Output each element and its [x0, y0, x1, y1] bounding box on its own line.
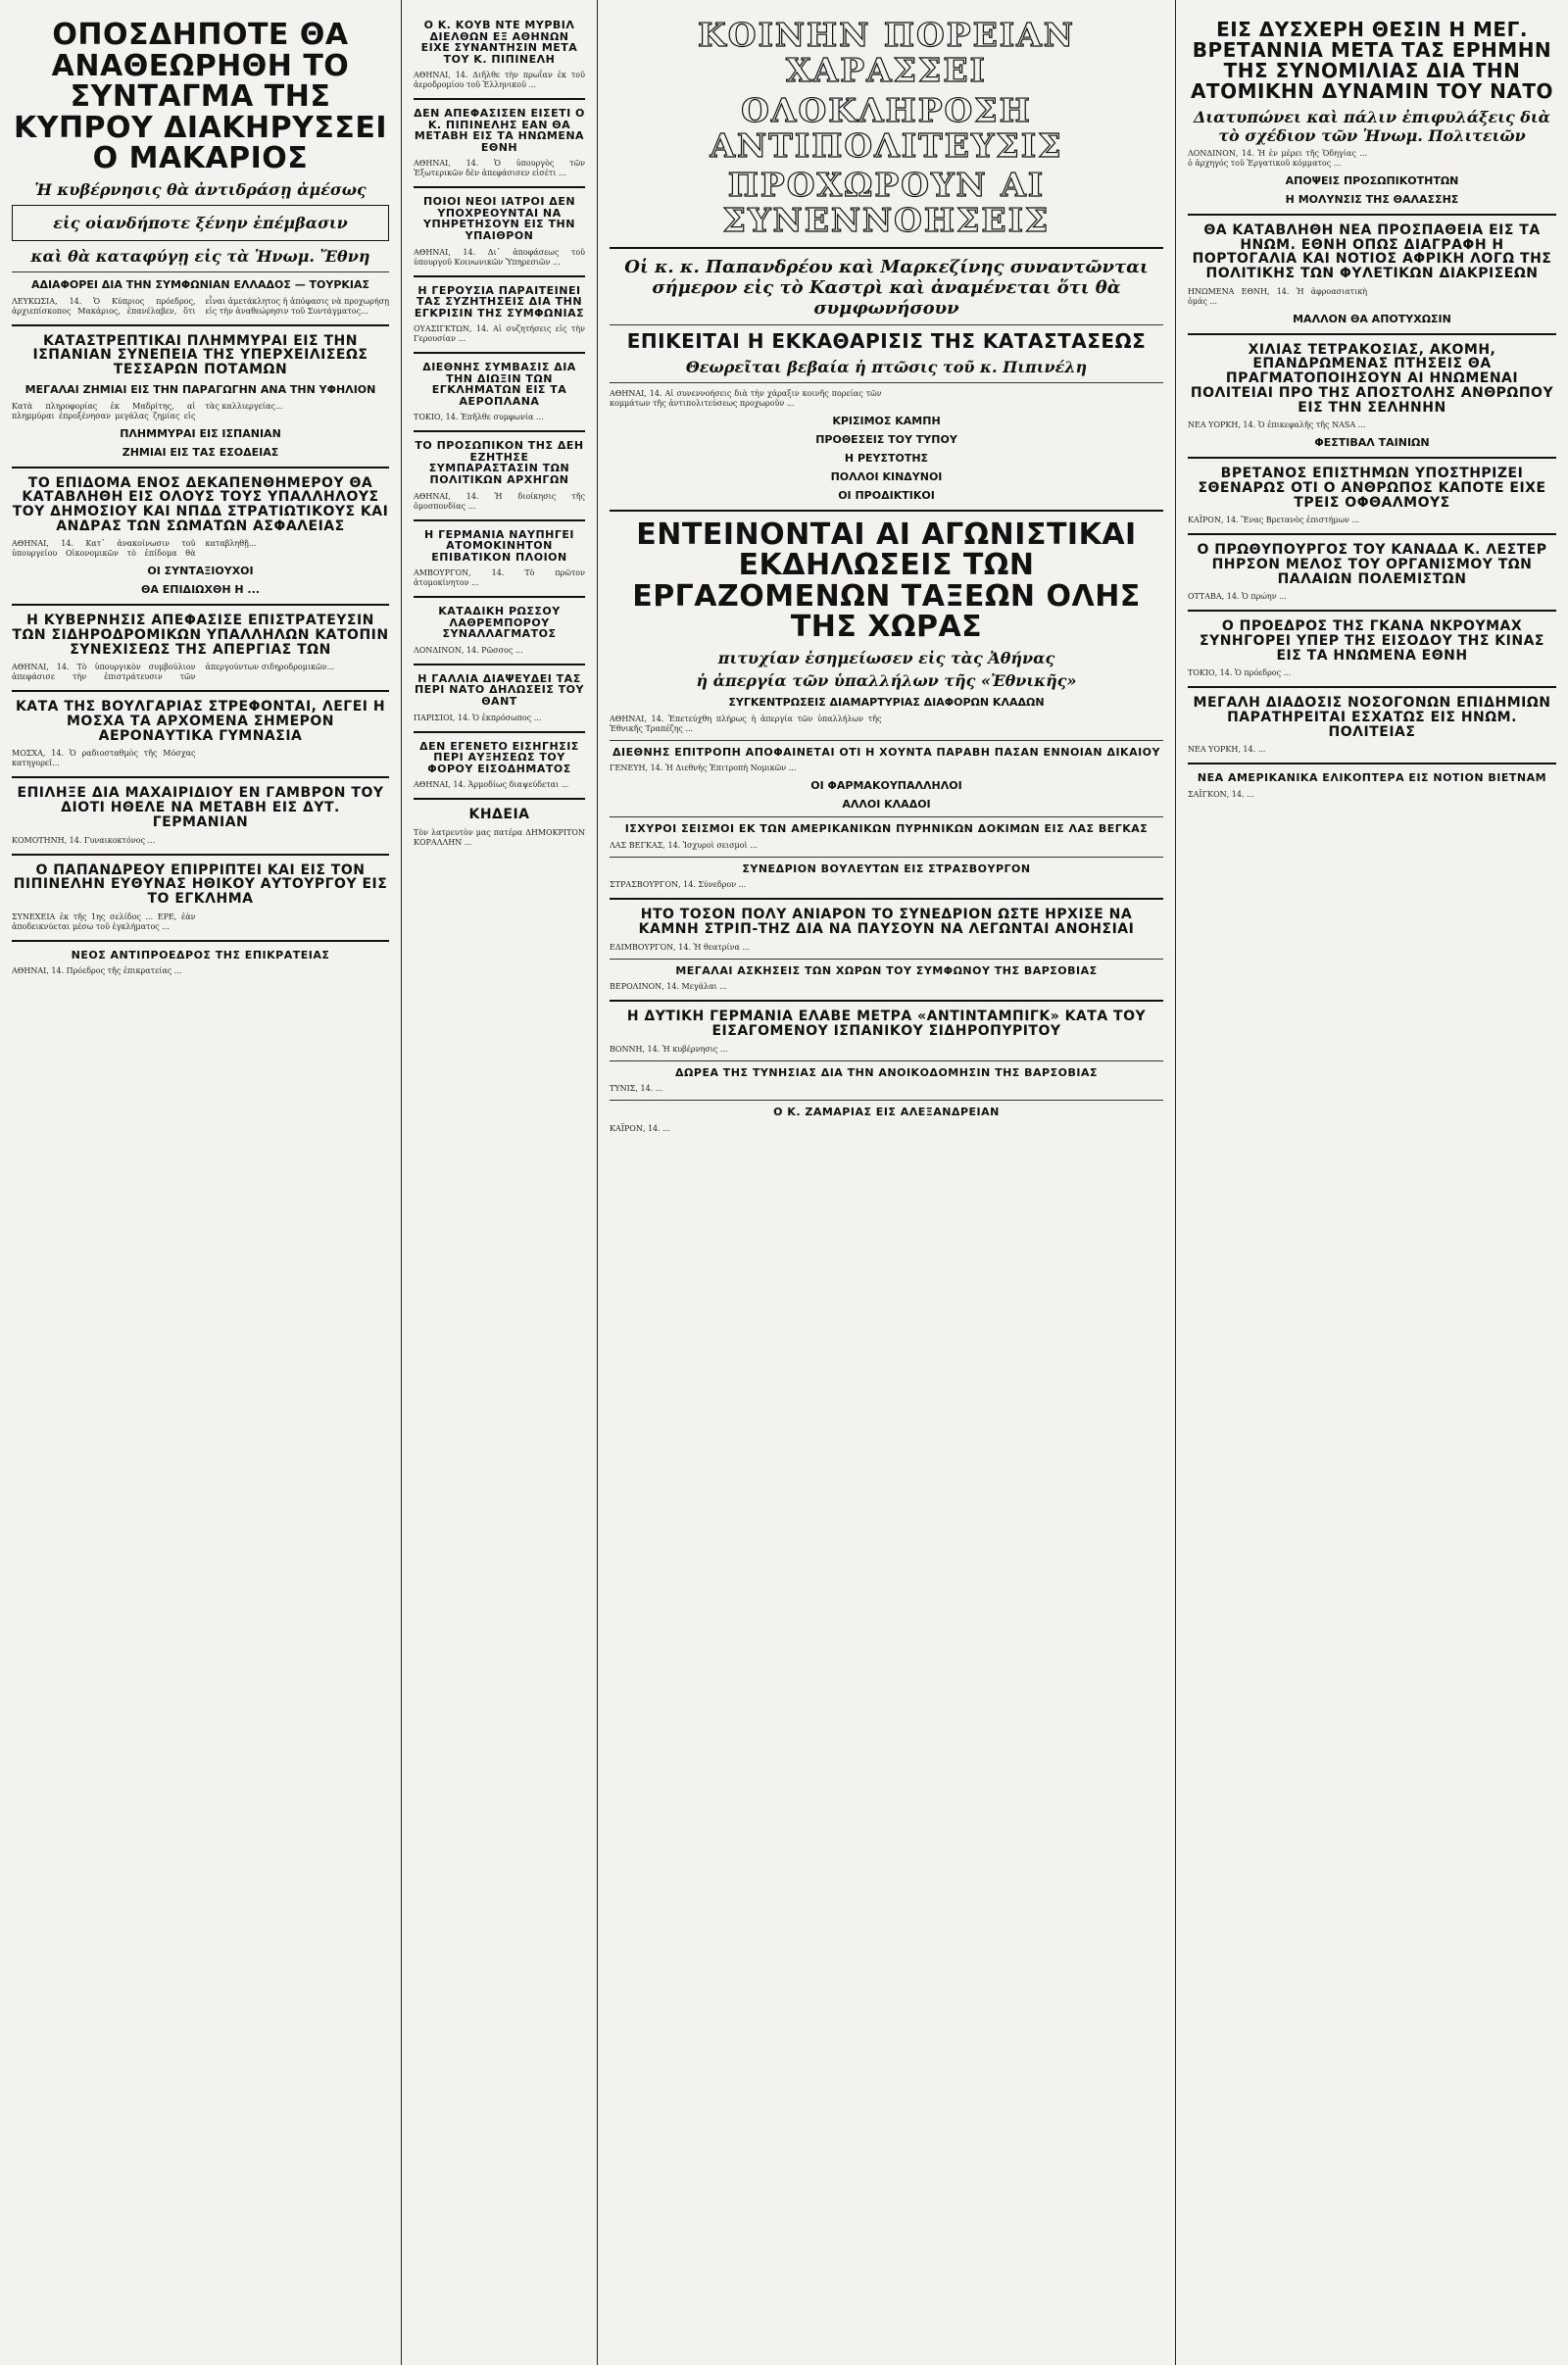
bulgaria-headline: ΚΑΤΑ ΤΗΣ ΒΟΥΛΓΑΡΙΑΣ ΣΤΡΕΦΟΝΤΑΙ, ΛΕΓΕΙ Η ΜΟΣΧΑ ΤΑ ΑΡΧΟΜΕΝΑ ΣΗΜΕΡΟΝ ΑΕΡΟΝΑΥΤΙΚΑ ΓΥΜΝΑΣΙΑ — [15, 699, 386, 744]
column-4 — [1176, 0, 1568, 2365]
lead-outline-3: ΠΡΟΧΩΡΟΥΝ ΑΙ ΣΥΝΕΝΝΟΗΣΕΙΣ — [722, 166, 1051, 240]
item9-headline: Η ΓΑΛΛΙΑ ΔΙΑΨΕΥΔΕΙ ΤΑΣ ΠΕΡΙ ΝΑΤΟ ΔΗΛΩΣΕΙΣ ΤΟΥ ΘΑΝΤ — [415, 671, 584, 708]
item7-headline: Η ΓΕΡΜΑΝΙΑ ΝΑΥΠΗΓΕΙ ΑΤΟΜΟΚΙΝΗΤΟΝ ΕΠΙΒΑΤΙΚΟΝ ΠΛΟΙΟΝ — [424, 527, 574, 564]
tunisia-body: ΤΥΝΙΣ, 14. ... — [610, 1084, 663, 1094]
spain-kicker: ΠΛΗΜΜΥΡΑΙ ΕΙΣ ΙΣΠΑΝΙΑΝ — [120, 426, 281, 440]
item1-body: ΑΘΗΝΑΙ, 14. Διῆλθε τὴν πρωΐαν ἐκ τοῦ ἀεροδρομίου τοῦ Ἑλληνικοῦ ... — [414, 71, 585, 90]
lead-sub-box — [12, 205, 389, 241]
council-headline: ΣΥΝΕΔΡΙΟΝ ΒΟΥΛΕΥΤΩΝ ΕΙΣ ΣΤΡΑΣΒΟΥΡΓΟΝ — [742, 862, 1031, 875]
tunisia-headline: ΔΩΡΕΑ ΤΗΣ ΤΥΝΗΣΙΑΣ ΔΙΑ ΤΗΝ ΑΝΟΙΚΟΔΟΜΗΣΙΝ ΤΗΣ ΒΑΡΣΟΒΙΑΣ — [675, 1065, 1098, 1079]
item11-body: Τὸν λατρευτὸν μας πατέρα ΔΗΜΟΚΡΙΤΟΝ ΚΟΡΑΛΛΗΝ ... — [414, 827, 585, 847]
strike-sub-1: πιτυχίαν ἐσημείωσεν εἰς τὰς Ἀθήνας — [717, 648, 1055, 667]
spain-kicker-2: ΖΗΜΙΑΙ ΕΙΣ ΤΑΣ ΕΣΟΔΕΙΑΣ — [122, 445, 279, 459]
makariou-headline: ΕΠΙΛΗΞΕ ΔΙΑ ΜΑΧΑΙΡΙΔΙΟΥ ΕΝ ΓΑΜΒΡΟΝ ΤΟΥ ΔΙΟΤΙ ΗΘΕΛΕ ΝΑ ΜΕΤΑΒΗ ΕΙΣ ΔΥΤ. ΓΕΡΜΑΝΙΑΝ — [17, 785, 384, 830]
germany-headline: Η ΔΥΤΙΚΗ ΓΕΡΜΑΝΙΑ ΕΛΑΒΕ ΜΕΤΡΑ «ΑΝΤΙΝΤΑΜΠΙΓΚ» ΚΑΤΑ ΤΟΥ ΕΙΣΑΓΟΜΕΝΟΥ ΙΣΠΑΝΙΚΟΥ ΣΙΔΗΡΟΠΥΡΙΤΟΥ — [626, 1009, 1147, 1040]
intl-headline: ΔΙΕΘΝΗΣ ΕΠΙΤΡΟΠΗ ΑΠΟΦΑΙΝΕΤΑΙ ΟΤΙ Η ΧΟΥΝΤΑ ΠΑΡΑΒΗ ΠΑΣΑΝ ΕΝΝΟΙΑΝ ΔΙΚΑΙΟΥ — [612, 745, 1160, 759]
item8-body: ΛΟΝΔΙΝΟΝ, 14. Ρῶσσος ... — [414, 645, 523, 655]
item8-headline: ΚΑΤΑΔΙΚΗ ΡΩΣΣΟΥ ΛΑΘΡΕΜΠΟΡΟΥ ΣΥΝΑΛΛΑΓΜΑΤΟΣ — [438, 605, 561, 641]
lead-body: ΛΟΝΔΙΝΟΝ, 14. Ἡ ἐν μέρει τῆς Ὁδηγίας ... ὁ ἀρχηγός τοῦ Ἐργατικοῦ κόμματος ... — [1188, 149, 1367, 168]
warsaw-headline: ΜΕΓΑΛΑΙ ΑΣΚΗΣΕΙΣ ΤΩΝ ΧΩΡΩΝ ΤΟΥ ΣΥΜΦΩΝΟΥ ΤΗΣ ΒΑΡΣΟΒΙΑΣ — [675, 963, 1098, 977]
lead-outline-1: ΚΟΙΝΗΝ ΠΟΡΕΙΑΝ ΧΑΡΑΣΣΕΙ — [698, 16, 1075, 90]
quake-body: ΛΑΣ ΒΕΓΚΑΣ, 14. Ἰσχυροὶ σεισμοὶ ... — [610, 840, 758, 850]
brit-body: ΚΑΪΡΟΝ, 14. Ἕνας Βρετανὸς ἐπιστήμων ... — [1188, 516, 1360, 525]
column-1 — [0, 0, 402, 2365]
portugal-kicker: ΜΑΛΛΟΝ ΘΑ ΑΠΟΤΥΧΩΣΙΝ — [1293, 312, 1451, 325]
quake-headline: ΙΣΧΥΡΟΙ ΣΕΙΣΜΟΙ ΕΚ ΤΩΝ ΑΜΕΡΙΚΑΝΙΚΩΝ ΠΥΡΗΝΙΚΩΝ ΔΟΚΙΜΩΝ ΕΙΣ ΛΑΣ ΒΕΓΚΑΣ — [624, 822, 1149, 836]
dsk-kicker-2: ΑΛΛΟΙ ΚΛΑΔΟΙ — [842, 798, 931, 812]
item2-body: ΑΘΗΝΑΙ, 14. Ὁ ὑπουργὸς τῶν Ἐξωτερικῶν δὲν ἀπεφάσισεν εἰσέτι ... — [414, 159, 585, 178]
epidoma-kicker: ΟΙ ΣΥΝΤΑΞΙΟΥΧΟΙ — [147, 565, 254, 578]
moon-kicker: ΦΕΣΤΙΒΑΛ ΤΑΙΝΙΩΝ — [1314, 436, 1430, 450]
strike-headline: ΕΝΤΕΙΝΟΝΤΑΙ ΑΙ ΑΓΩΝΙΣΤΙΚΑΙ ΕΚΔΗΛΩΣΕΙΣ ΤΩΝ ΕΡΓΑΖΟΜΕΝΩΝ ΤΑΞΕΩΝ ΟΛΗΣ ΤΗΣ ΧΩΡΑΣ — [632, 517, 1141, 645]
item10-body: ΑΘΗΝΑΙ, 14. Ἁρμοδίως διαψεύδεται ... — [414, 780, 569, 790]
spain-headline: ΚΑΤΑΣΤΡΕΠΤΙΚΑΙ ΠΛΗΜΜΥΡΑΙ ΕΙΣ ΤΗΝ ΙΣΠΑΝΙΑΝ ΣΥΝΕΠΕΙΑ ΤΗΣ ΥΠΕΡΧΕΙΛΙΣΕΩΣ ΤΕΣΣΑΡΩΝ ΠΟΤΑΜΩΝ — [32, 332, 368, 377]
lead-kicker-5: ΠΟΛΛΟΙ ΚΙΝΔΥΝΟΙ — [830, 469, 943, 483]
lead-body: ΛΕΥΚΩΣΙΑ, 14. Ὁ Κύπριος πρόεδρος, ἀρχιεπίσκοπος Μακάριος, ἐπανέλαβεν, ὅτι εἶναι ἀμετάκλητος ἡ ἀπόφασις νὰ προχωρήσῃ εἰς τὴν ἀναθεώρησιν τοῦ Συντάγματος... — [12, 296, 389, 316]
lead-kicker-3: ΠΡΟΘΕΣΕΙΣ ΤΟΥ ΤΥΠΟΥ — [815, 432, 957, 446]
moon-body: ΝΕΑ ΥΟΡΚΗ, 14. Ὁ ἐπικεφαλῆς τῆς NASA ... — [1188, 420, 1366, 430]
spain-sub: ΜΕΓΑΛΑΙ ΖΗΜΙΑΙ ΕΙΣ ΤΗΝ ΠΑΡΑΓΩΓΗΝ ΑΝΑ ΤΗΝ ΥΦΗΛΙΟΝ — [24, 382, 376, 396]
item1-headline: Ο Κ. ΚΟΥΒ ΝΤΕ ΜΥΡΒΙΛ ΔΙΕΛΘΩΝ ΕΞ ΑΘΗΝΩΝ ΕΙΧΕ ΣΥΝΑΝΤΗΣΙΝ ΜΕΤΑ ΤΟΥ Κ. ΠΙΠΙΝΕΛΗ — [420, 19, 578, 66]
lead-kicker-2: Η ΜΟΛΥΝΣΙΣ ΤΗΣ ΘΑΛΑΣΣΗΣ — [1285, 193, 1459, 206]
stripteaser-body: ΕΔΙΜΒΟΥΡΓΟΝ, 14. Ἡ θεατρίνα ... — [610, 942, 751, 952]
lead-italic: Θεωρεῖται βεβαία ἡ πτῶσις τοῦ κ. Πιπινέλη — [685, 357, 1088, 376]
item9-body: ΠΑΡΙΣΙΟΙ, 14. Ὁ ἐκπρόσωπος ... — [414, 713, 542, 722]
item6-headline: ΤΟ ΠΡΟΣΩΠΙΚΟΝ ΤΗΣ ΔΕΗ ΕΖΗΤΗΣΕ ΣΥΜΠΑΡΑΣΤΑΣΙΝ ΤΩΝ ΠΟΛΙΤΙΚΩΝ ΑΡΧΗΓΩΝ — [415, 439, 584, 487]
item3-body: ΑΘΗΝΑΙ, 14. Δι᾽ ἀποφάσεως τοῦ ὑπουργοῦ Κοινωνικῶν Ὑπηρεσιῶν ... — [414, 247, 585, 267]
lead-kicker-2: ΚΡΙΣΙΜΟΣ ΚΑΜΠΗ — [832, 414, 941, 427]
intl-body: ΓΕΝΕΥΗ, 14. Ἡ Διεθνὴς Ἐπιτροπὴ Νομικῶν ... — [610, 764, 797, 773]
item3-headline: ΠΟΙΟΙ ΝΕΟΙ ΙΑΤΡΟΙ ΔΕΝ ΥΠΟΧΡΕΟΥΝΤΑΙ ΝΑ ΥΠΗΡΕΤΗΣΟΥΝ ΕΙΣ ΤΗΝ ΥΠΑΙΘΡΟΝ — [422, 195, 576, 243]
item5-headline: ΔΙΕΘΝΗΣ ΣΥΜΒΑΣΙΣ ΔΙΑ ΤΗΝ ΔΙΩΞΙΝ ΤΩΝ ΕΓΚΛΗΜΑΤΩΝ ΕΙΣ ΤΑ ΑΕΡΟΠΛΑΝΑ — [422, 361, 576, 408]
brit-headline: ΒΡΕΤΑΝΟΣ ΕΠΙΣΤΗΜΩΝ ΥΠΟΣΤΗΡΙΖΕΙ ΣΘΕΝΑΡΩΣ ΟΤΙ Ο ΑΝΘΡΩΠΟΣ ΚΑΠΟΤΕ ΕΙΧΕ ΤΡΕΙΣ ΟΦΘΑΛΜΟΥΣ — [1198, 466, 1546, 511]
column-2 — [402, 0, 598, 2365]
stripteaser-headline: ΗΤΟ ΤΟΣΟΝ ΠΟΛΥ ΑΝΙΑΡΟΝ ΤΟ ΣΥΝΕΔΡΙΟΝ ΩΣΤΕ ΗΡΧΙΣΕ ΝΑ ΚΑΜΝΗ ΣΤΡΙΠ-ΤΗΖ ΔΙΑ ΝΑ ΠΑΥΣΟΥΝ ΝΑ ΛΕΓΩΝΤΑΙ ΑΝΟΗΣΙΑΙ — [638, 907, 1135, 938]
item4-body: ΟΥΑΣΙΓΚΤΩΝ, 14. Αἱ συζητήσεις εἰς τὴν Γερουσίαν ... — [414, 324, 585, 344]
moon-headline: ΧΙΛΙΑΣ ΤΕΤΡΑΚΟΣΙΑΣ, ΑΚΟΜΗ, ΕΠΑΝΔΡΩΜΕΝΑΣ ΠΤΗΣΕΙΣ ΘΑ ΠΡΑΓΜΑΤΟΠΟΙΗΣΟΥΝ ΑΙ ΗΝΩΜΕΝΑΙ ΠΟΛΙΤΕΙΑΙ ΠΡΟ ΤΗΣ ΑΠΟΣΤΟΛΗΣ ΑΝΘΡΩΠΟΥ ΕΙΣ ΤΗΝ ΣΕΛΗΝΗΝ — [1190, 341, 1554, 416]
spain-body: Κατὰ πληροφορίας ἐκ Μαδρίτης, αἱ πλημμύραι ἐπροξένησαν μεγάλας ζημίας εἰς τὰς καλλιεργείας... — [12, 401, 283, 420]
heli-body: ΣΑΪΓΚΟΝ, 14. ... — [1188, 789, 1254, 799]
item2-headline: ΔΕΝ ΑΠΕΦΑΣΙΣΕΝ ΕΙΣΕΤΙ Ο Κ. ΠΙΠΙΝΕΛΗΣ ΕΑΝ ΘΑ ΜΕΤΑΒΗ ΕΙΣ ΤΑ ΗΝΩΜΕΝΑ ΕΘΝΗ — [414, 107, 585, 154]
strike-sub-2: ἡ ἀπεργία τῶν ὑπαλλήλων τῆς «Ἐθνικῆς» — [696, 670, 1077, 690]
lead-sub-1: Ἡ κυβέρνησις θὰ ἀντιδράσῃ ἀμέσως — [34, 179, 367, 199]
lead-kicker-6: ΟΙ ΠΡΟΔΙΚΤΙΚΟΙ — [838, 488, 935, 502]
ghana-body: ΤΟΚΙΟ, 14. Ὁ πρόεδρος ... — [1188, 668, 1292, 678]
portugal-body: ΗΝΩΜΕΝΑ ΕΘΝΗ, 14. Ἡ ἀφροασιατικὴ ὁμάς ... — [1188, 286, 1367, 306]
item5-body: ΤΟΚΙΟ, 14. Ἐπῆλθε συμφωνία ... — [414, 413, 544, 422]
column-3 — [598, 0, 1176, 2365]
bulgaria-body: ΜΟΣΧΑ, 14. Ὁ ραδιοσταθμὸς τῆς Μόσχας κατηγορεῖ... — [12, 749, 196, 768]
zamarias-body: ΚΑΪΡΟΝ, 14. ... — [610, 1123, 670, 1133]
council-body: ΣΤΡΑΣΒΟΥΡΓΟΝ, 14. Σύνεδρον ... — [610, 880, 747, 890]
papandreou-headline: Ο ΠΑΠΑΝΔΡΕΟΥ ΕΠΙΡΡΙΠΤΕΙ ΚΑΙ ΕΙΣ ΤΟΝ ΠΙΠΙΝΕΛΗΝ ΕΥΘΥΝΑΣ ΗΘΙΚΟΥ ΑΥΤΟΥΡΓΟΥ ΕΙΣ ΤΟ ΕΓΚΛΗΜΑ — [13, 862, 388, 907]
lead-sub: Οἱ κ. κ. Παπανδρέου καὶ Μαρκεζίνης συναντῶνται σήμερον εἰς τὸ Καστρὶ καὶ ἀναμένεται ὅτι θὰ συμφωνήσουν — [624, 256, 1149, 319]
item11-headline: ΚΗΔΕΙΑ — [468, 807, 530, 823]
epidoma-body: ΑΘΗΝΑΙ, 14. Κατ᾽ ἀνακοίνωσιν τοῦ ὑπουργείου Οἰκονομικῶν τὸ ἐπίδομα θὰ καταβληθῇ... — [12, 539, 257, 559]
canada-body: ΟΤΤΑΒΑ, 14. Ὁ πρώην ... — [1188, 592, 1287, 602]
rail-body: ΑΘΗΝΑΙ, 14. Τὸ ὑπουργικὸν συμβούλιον ἀπεφάσισε τὴν ἐπιστράτευσιν τῶν ἀπεργούντων σιδηροδρομικῶν... — [12, 663, 335, 682]
nosok-headline: ΜΕΓΑΛΗ ΔΙΑΔΟΣΙΣ ΝΟΣΟΓΟΝΩΝ ΕΠΙΔΗΜΙΩΝ ΠΑΡΑΤΗΡΕΙΤΑΙ ΕΣΧΑΤΩΣ ΕΙΣ ΗΝΩΜ. ΠΟΛΙΤΕΙΑΣ — [1193, 695, 1551, 740]
item10-headline: ΔΕΝ ΕΓΕΝΕΤΟ ΕΙΣΗΓΗΣΙΣ ΠΕΡΙ ΑΥΞΗΣΕΩΣ ΤΟΥ ΦΟΡΟΥ ΕΙΣΟΔΗΜΑΤΟΣ — [419, 739, 579, 775]
dsk-kicker: ΟΙ ΦΑΡΜΑΚΟΥΠΑΛΛΗΛΟΙ — [810, 779, 962, 793]
germany-body: ΒΟΝΝΗ, 14. Ἡ κυβέρνησις ... — [610, 1044, 728, 1054]
warsaw-body: ΒΕΡΟΛΙΝΟΝ, 14. Μεγάλαι ... — [610, 982, 727, 992]
heli-headline: ΝΕΑ ΑΜΕΡΙΚΑΝΙΚΑ ΕΛΙΚΟΠΤΕΡΑ ΕΙΣ ΝΟΤΙΟΝ ΒΙΕΤΝΑΜ — [1197, 771, 1547, 785]
epidoma-kicker-2: ΘΑ ΕΠΙΔΙΩΧΘΗ Η ... — [141, 583, 260, 597]
lead-body: ΑΘΗΝΑΙ, 14. Αἱ συνεννοήσεις διὰ τὴν χάραξιν κοινῆς πορείας τῶν κομμάτων τῆς ἀντιπολιτεύσεως προχωροῦν ... — [610, 388, 882, 408]
nosok-body: ΝΕΑ ΥΟΡΚΗ, 14. ... — [1188, 745, 1266, 755]
lead-sub-2: εἰς οἱανδήποτε ξένην ἐπέμβασιν — [53, 213, 348, 232]
lead-kicker: ΕΠΙΚΕΙΤΑΙ Η ΕΚΚΑΘΑΡΙΣΙΣ ΤΗΣ ΚΑΤΑΣΤΑΣΕΩΣ — [626, 328, 1147, 353]
neos-body: ΑΘΗΝΑΙ, 14. Πρόεδρος τῆς ἐπικρατείας ... — [12, 966, 182, 976]
makariou-body: ΚΟΜΟΤΗΝΗ, 14. Γυναικοκτόνος ... — [12, 835, 156, 845]
item4-headline: Η ΓΕΡΟΥΣΙΑ ΠΑΡΑΙΤΕΙΝΕΙ ΤΑΣ ΣΥΖΗΤΗΣΕΙΣ ΔΙΑ ΤΗΝ ΕΓΚΡΙΣΙΝ ΤΗΣ ΣΥΜΦΩΝΙΑΣ — [414, 283, 585, 320]
zamarias-headline: Ο Κ. ΖΑΜΑΡΙΑΣ ΕΙΣ ΑΛΕΞΑΝΔΡΕΙΑΝ — [773, 1106, 1000, 1119]
ghana-headline: Ο ΠΡΟΕΔΡΟΣ ΤΗΣ ΓΚΑΝΑ ΝΚΡΟΥΜΑΧ ΣΥΝΗΓΟΡΕΙ ΥΠΕΡ ΤΗΣ ΕΙΣΟΔΟΥ ΤΗΣ ΚΙΝΑΣ ΕΙΣ ΤΑ ΗΝΩΜΕΝΑ ΕΘΝΗ — [1200, 618, 1544, 664]
epidoma-headline: ΤΟ ΕΠΙΔΟΜΑ ΕΝΟΣ ΔΕΚΑΠΕΝΘΗΜΕΡΟΥ ΘΑ ΚΑΤΑΒΛΗΘΗ ΕΙΣ ΟΛΟΥΣ ΤΟΥΣ ΥΠΑΛΛΗΛΟΥΣ ΤΟΥ ΔΗΜΟΣΙΟΥ ΚΑΙ ΝΠΔΔ ΣΤΡΑΤΙΩΤΙΚΟΥΣ ΚΑΙ ΑΝΔΡΑΣ ΤΩΝ ΣΩΜΑΤΩΝ ΑΣΦΑΛΕΙΑΣ — [12, 474, 389, 534]
portugal-headline: ΘΑ ΚΑΤΑΒΛΗΘΗ ΝΕΑ ΠΡΟΣΠΑΘΕΙΑ ΕΙΣ ΤΑ ΗΝΩΜ. ΕΘΝΗ ΟΠΩΣ ΔΙΑΓΡΑΦΗ Η ΠΟΡΤΟΓΑΛΙΑ ΚΑΙ ΝΟΤΙΟΣ ΑΦΡΙΚΗ ΛΟΓΩ ΤΗΣ ΠΟΛΙΤΙΚΗΣ ΤΩΝ ΦΥΛΕΤΙΚΩΝ ΔΙΑΚΡΙΣΕΩΝ — [1192, 222, 1552, 282]
lead-kicker-4: Η ΡΕΥΣΤΟΤΗΣ — [844, 451, 929, 465]
lead-kicker: ΑΠΟΨΕΙΣ ΠΡΟΣΩΠΙΚΟΤΗΤΩΝ — [1285, 174, 1459, 187]
strike-body: ΑΘΗΝΑΙ, 14. Ἐπετεύχθη πλήρως ἡ ἀπεργία τῶν ὑπαλλήλων τῆς Ἐθνικῆς Τραπέζης ... — [610, 714, 882, 733]
rail-headline: Η ΚΥΒΕΡΝΗΣΙΣ ΑΠΕΦΑΣΙΣΕ ΕΠΙΣΤΡΑΤΕΥΣΙΝ ΤΩΝ ΣΙΔΗΡΟΔΡΟΜΙΚΩΝ ΥΠΑΛΛΗΛΩΝ ΚΑΤΟΠΙΝ ΣΥΝΕΧΙΣΕΩΣ ΤΗΣ ΑΠΕΡΓΙΑΣ ΤΩΝ — [12, 613, 389, 658]
papandreou-body: ΣΥΝΕΧΕΙΑ ἐκ τῆς 1ης σελίδος ... ΕΡΕ, ἐὰν ἀποδεικνύεται μέσω τοῦ ἐγκλήματος ... — [12, 912, 196, 931]
lead-headline: ΕΙΣ ΔΥΣΧΕΡΗ ΘΕΣΙΝ Η ΜΕΓ. ΒΡΕΤΑΝΝΙΑ ΜΕΤΑ ΤΑΣ ΕΡΗΜΗΝ ΤΗΣ ΣΥΝΟΜΙΛΙΑΣ ΔΙΑ ΤΗΝ ΑΤΟΜΙΚΗΝ ΔΥΝΑΜΙΝ ΤΟΥ ΝΑΤΟ — [1190, 18, 1554, 103]
strike-kicker: ΣΥΓΚΕΝΤΡΩΣΕΙΣ ΔΙΑΜΑΡΤΥΡΙΑΣ ΔΙΑΦΟΡΩΝ ΚΛΑΔΩΝ — [728, 695, 1045, 709]
lead-kicker: ΑΔΙΑΦΟΡΕΙ ΔΙΑ ΤΗΝ ΣΥΜΦΩΝΙΑΝ ΕΛΛΑΔΟΣ — ΤΟΥΡΚΙΑΣ — [30, 277, 370, 291]
lead-sub-3: καὶ θὰ καταφύγῃ εἰς τὰ Ἡνωμ. Ἔθνη — [30, 246, 370, 266]
neos-headline: ΝΕΟΣ ΑΝΤΙΠΡΟΕΔΡΟΣ ΤΗΣ ΕΠΙΚΡΑΤΕΙΑΣ — [71, 948, 330, 961]
canada-headline: Ο ΠΡΩΘΥΠΟΥΡΓΟΣ ΤΟΥ ΚΑΝΑΔΑ Κ. ΛΕΣΤΕΡ ΠΗΡΣΟΝ ΜΕΛΟΣ ΤΟΥ ΟΡΓΑΝΙΣΜΟΥ ΤΩΝ ΠΑΛΑΙΩΝ ΠΟΛΕΜΙΣΤΩΝ — [1197, 542, 1547, 587]
lead-sub: Διατυπώνει καὶ πάλιν ἐπιφυλάξεις διὰ τὸ σχέδιον τῶν Ἡνωμ. Πολιτειῶν — [1194, 108, 1550, 145]
item7-body: ΑΜΒΟΥΡΓΟΝ, 14. Τὸ πρῶτον ἀτομοκίνητον ... — [414, 568, 585, 588]
item6-body: ΑΘΗΝΑΙ, 14. Ἡ διοίκησις τῆς ὁμοσπονδίας ... — [414, 491, 585, 511]
lead-headline: ΟΠΟΣΔΗΠΟΤΕ ΘΑ ΑΝΑΘΕΩΡΗΘΗ ΤΟ ΣΥΝΤΑΓΜΑ ΤΗΣ ΚΥΠΡΟΥ ΔΙΑΚΗΡΥΣΣΕΙ Ο ΜΑΚΑΡΙΟΣ — [13, 18, 388, 175]
lead-outline-2: ΟΛΟΚΛΗΡΟΣΗ ΑΝΤΙΠΟΛΙΤΕΥΣΙΣ — [710, 90, 1063, 165]
